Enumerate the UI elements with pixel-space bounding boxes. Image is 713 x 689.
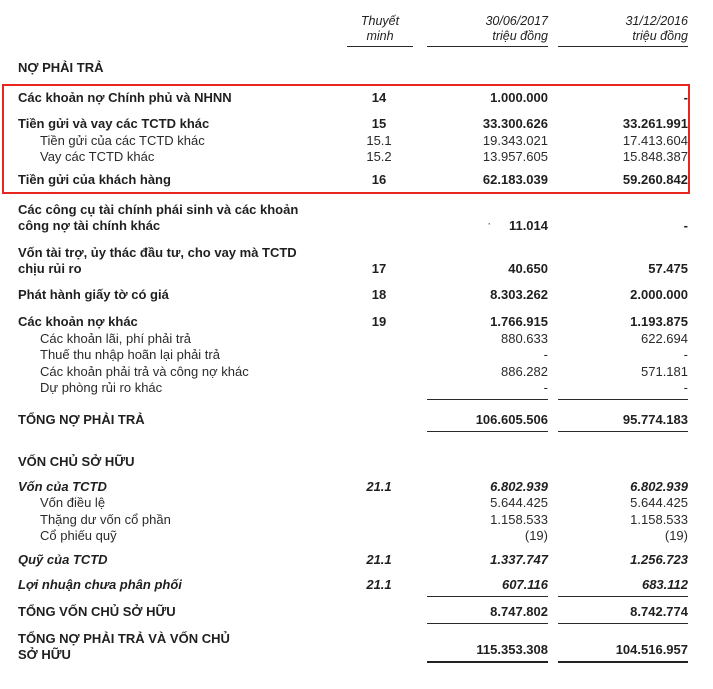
row-label: Tiền gửi của khách hàng (18, 172, 171, 187)
row-label: Các khoản nợ Chính phủ và NHNN (18, 90, 232, 105)
value-2017: 5.644.425 (490, 495, 548, 510)
value-2017: - (543, 347, 548, 362)
row-charter-capital (0, 495, 713, 511)
row-trust-funds (0, 245, 713, 277)
row-tctd-capital (0, 479, 713, 495)
row-treasury-shares (0, 528, 713, 544)
note-ref: 16 (371, 172, 387, 187)
section-title-equity: VỐN CHỦ SỞ HỮU (18, 454, 135, 469)
value-2017: 8.303.262 (490, 287, 548, 302)
row-label: TỔNG NỢ PHẢI TRẢ VÀ VỐN CHỦ SỞ HỮU (18, 631, 230, 662)
value-2017: 607.116 (413, 577, 548, 597)
value-2017: 40.650 (508, 261, 548, 276)
row-label: Vốn tài trợ, ủy thác đầu tư, cho vay mà TCTD chịu rủi ro (18, 245, 297, 276)
value-2016: 8.742.774 (548, 604, 688, 624)
value-2016: - (683, 218, 688, 233)
value-2017: 13.957.605 (482, 149, 548, 164)
note-ref: 14 (371, 90, 387, 105)
row-retained-earnings (0, 577, 713, 597)
value-2016: - (683, 90, 688, 105)
row-tctd-deposits-loans (0, 116, 713, 132)
row-label: Dự phòng rủi ro khác (40, 380, 163, 395)
note-ref: 18 (371, 287, 387, 302)
row-grand-total (0, 631, 713, 663)
header-col-2017 (413, 14, 548, 47)
note-ref: 21.1 (366, 479, 392, 494)
value-2016: (19) (664, 528, 688, 543)
value-2017: 886.282 (501, 364, 548, 379)
row-tctd-funds (0, 552, 713, 568)
value-2017: 1.000.000 (490, 90, 548, 105)
value-2016: 1.256.723 (630, 552, 688, 567)
value-2016: 1.193.875 (630, 314, 688, 329)
value-2016: 622.694 (641, 331, 688, 346)
row-customer-deposits (0, 172, 713, 188)
value-2016: 2.000.000 (630, 287, 688, 302)
note-ref: 19 (371, 314, 387, 329)
row-label: Cổ phiếu quỹ (40, 528, 117, 543)
value-2016: 6.802.939 (630, 479, 688, 494)
row-label: Các khoản phải trả và công nợ khác (40, 364, 249, 379)
value-2016: 571.181 (641, 364, 688, 379)
header-note-line1: Thuyết (360, 14, 400, 28)
value-2017: 880.633 (501, 331, 548, 346)
value-2017: - (413, 380, 548, 400)
row-label: TỔNG NỢ PHẢI TRẢ (18, 412, 145, 427)
header-unit-2017: triệu đồng (492, 29, 548, 43)
value-2016: 683.112 (548, 577, 688, 597)
header-date-2016: 31/12/2016 (625, 14, 688, 28)
value-2016: 17.413.604 (622, 133, 688, 148)
row-label: Phát hành giấy tờ có giá (18, 287, 169, 302)
row-label: Thuế thu nhập hoãn lại phải trả (40, 347, 220, 362)
row-label: Các khoản lãi, phí phải trả (40, 331, 192, 346)
header-note-column (345, 14, 413, 47)
note-ref: 15.2 (366, 149, 392, 164)
header-unit-2016: triệu đồng (632, 29, 688, 43)
row-label: Tiền gửi và vay các TCTD khác (18, 116, 210, 131)
row-label: Vay các TCTD khác (40, 149, 155, 164)
row-deferred-tax (0, 347, 713, 363)
value-2016: 59.260.842 (622, 172, 688, 187)
value-2017: 33.300.626 (482, 116, 548, 131)
value-2017: 1.158.533 (490, 512, 548, 527)
value-2017: 115.353.308 (413, 642, 548, 663)
note-ref: 15.1 (366, 133, 392, 148)
section-title-liabilities: NỢ PHẢI TRẢ (18, 60, 104, 75)
note-ref: 15 (371, 116, 387, 131)
value-2016: 5.644.425 (630, 495, 688, 510)
row-label: Quỹ của TCTD (18, 552, 108, 567)
value-2016: - (683, 347, 688, 362)
row-other-provisions (0, 380, 713, 400)
row-derivatives (0, 202, 713, 234)
note-ref: 17 (371, 261, 387, 276)
value-2016: - (548, 380, 688, 400)
header-col-2016 (548, 14, 688, 47)
row-label: Vốn của TCTD (18, 479, 107, 494)
value-2016: 95.774.183 (548, 412, 688, 432)
header-label-spacer (18, 14, 345, 47)
row-valuable-papers (0, 287, 713, 303)
row-label: Lợi nhuận chưa phân phối (18, 577, 182, 592)
table-header (0, 0, 713, 47)
row-label: TỔNG VỐN CHỦ SỞ HỮU (18, 604, 176, 619)
note-ref (345, 233, 413, 234)
value-2016: 33.261.991 (622, 116, 688, 131)
value-2017: 1.337.747 (490, 552, 548, 567)
value-2017: 8.747.802 (413, 604, 548, 624)
value-2016: 57.475 (648, 261, 688, 276)
row-label: Thặng dư vốn cổ phần (40, 512, 171, 527)
row-label: Các khoản nợ khác (18, 314, 138, 329)
row-accrued-interest (0, 331, 713, 347)
value-2017: 106.605.506 (413, 412, 548, 432)
value-2017: · 11.014 (487, 218, 548, 233)
row-tctd-loans (0, 149, 713, 165)
row-total-equity (0, 604, 713, 624)
row-other-payables (0, 364, 713, 380)
value-2016: 15.848.387 (622, 149, 688, 164)
row-label: Các công cụ tài chính phái sinh và các khoản công nợ tài chính khác (18, 202, 299, 233)
row-label: Tiền gửi của các TCTD khác (40, 133, 205, 148)
value-2017: 1.766.915 (490, 314, 548, 329)
row-gov-debt (0, 90, 713, 106)
note-ref: 21.1 (366, 552, 392, 567)
row-total-liabilities (0, 412, 713, 432)
value-2017: 19.343.021 (482, 133, 548, 148)
value-2017: 62.183.039 (482, 172, 548, 187)
row-tctd-deposits (0, 133, 713, 149)
header-date-2017: 30/06/2017 (485, 14, 548, 28)
value-2017: 6.802.939 (490, 479, 548, 494)
row-other-liabilities (0, 314, 713, 330)
value-2016: 1.158.533 (630, 512, 688, 527)
header-note-line2: minh (366, 29, 394, 43)
row-label: Vốn điều lệ (40, 495, 106, 510)
note-ref: 21.1 (366, 577, 392, 592)
row-share-premium (0, 512, 713, 528)
value-2017: (19) (524, 528, 548, 543)
scan-artifact-dot: · (487, 219, 491, 229)
value-2016: 104.516.957 (548, 642, 688, 663)
